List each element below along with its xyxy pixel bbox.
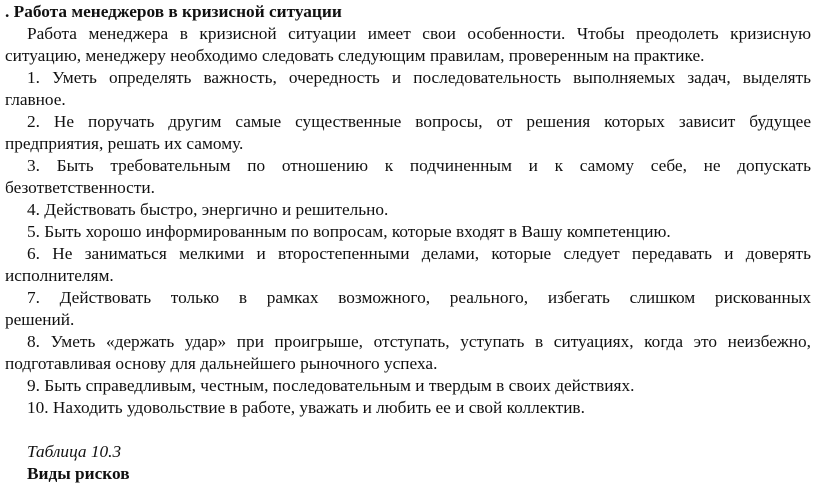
- rule-2-line-1: 2. Не поручать другим самые существенные вопросы, от решения которых зависит будущее: [27, 112, 811, 131]
- rule-4: 4. Действовать быстро, энергично и решительно.: [27, 200, 389, 219]
- section-heading: . Работа менеджеров в кризисной ситуации: [5, 2, 342, 21]
- rule-10: 10. Находить удовольствие в работе, уважать и любить ее и свой коллектив.: [27, 398, 585, 417]
- rule-6-line-2: исполнителям.: [5, 266, 114, 285]
- intro-line-1: Работа менеджера в кризисной ситуации имеет свои особенности. Чтобы преодолеть кризисную: [27, 24, 811, 43]
- rule-1-line-2: главное.: [5, 90, 66, 109]
- rule-7-line-1: 7. Действовать только в рамках возможного, реального, избегать слишком рискованных: [27, 288, 811, 307]
- rule-1-line-1: 1. Уметь определять важность, очередность и последовательность выполняемых задач, выделять: [27, 68, 811, 87]
- table-caption: Таблица 10.3: [27, 442, 122, 461]
- table-title: Виды рисков: [27, 464, 130, 483]
- rule-9: 9. Быть справедливым, честным, последовательным и твердым в своих действиях.: [27, 376, 635, 395]
- intro-line-2: ситуацию, менеджеру необходимо следовать следующим правилам, проверенным на практике.: [5, 46, 705, 65]
- rule-8-line-1: 8. Уметь «держать удар» при проигрыше, отступать, уступать в ситуациях, когда это неизбежно,: [27, 332, 811, 351]
- rule-5: 5. Быть хорошо информированным по вопросам, которые входят в Вашу компетенцию.: [27, 222, 671, 241]
- rule-3-line-1: 3. Быть требовательным по отношению к подчиненным и к самому себе, не допускать: [27, 156, 811, 175]
- rule-2-line-2: предприятия, решать их самому.: [5, 134, 244, 153]
- rule-3-line-2: безответственности.: [5, 178, 155, 197]
- rule-8-line-2: подготавливая основу для дальнейшего рыночного успеха.: [5, 354, 438, 373]
- rule-6-line-1: 6. Не заниматься мелкими и второстепенными делами, которые следует передавать и доверять: [27, 244, 811, 263]
- rule-7-line-2: решений.: [5, 310, 75, 329]
